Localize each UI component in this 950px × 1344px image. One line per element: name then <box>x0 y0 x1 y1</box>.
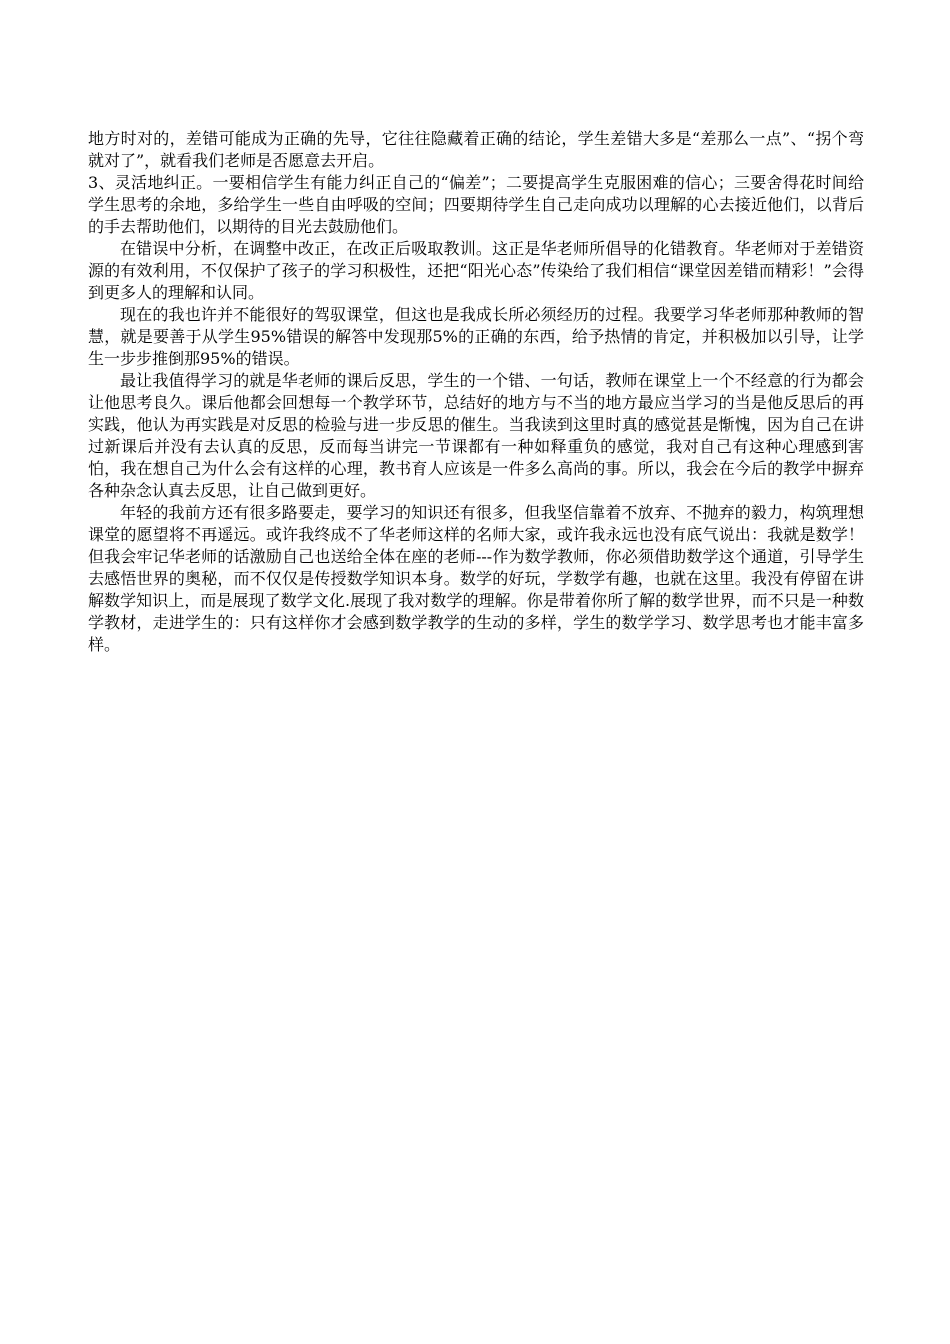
paragraph-conclusion: 年轻的我前方还有很多路要走，要学习的知识还有很多，但我坚信靠着不放弃、不抛弃的毅力，构筑理想课堂的愿望将不再遥远。或许我终成不了华老师这样的名师大家，或许我永远也没有底气说出：我就是数学！但我会牢记华老师的话激励自己也送给全体在座的老师---作为数学教师，你必须借助数学这个通道，引导学生去感悟世界的奥秘，而不仅仅是传授数学知识本身。数学的好玩，学数学有趣，也就在这里。我没有停留在讲解数学知识上，而是展现了数学文化.展现了我对数学的理解。你是带着你所了解的数学世界，而不只是一种数学教材，走进学生的：只有这样你才会感到数学教学的生动的多样，学生的数学学习、数学思考也才能丰富多样。 <box>88 503 864 654</box>
paragraph-point-3: 3、灵活地纠正。一要相信学生有能力纠正自己的“偏差”；二要提高学生克服困难的信心；三要舍得花时间给学生思考的余地，多给学生一些自由呼吸的空间；四要期待学生自己走向成功以理解的心去接近他们，以背后的手去帮助他们，以期待的目光去鼓励他们。 <box>88 173 864 236</box>
paragraph-continuation: 地方时对的，差错可能成为正确的先导，它往往隐藏着正确的结论，学生差错大多是“差那么一点”、“拐个弯就对了”，就看我们老师是否愿意去开启。 <box>88 129 864 170</box>
paragraph-classroom-growth: 现在的我也许并不能很好的驾驭课堂，但这也是我成长所必须经历的过程。我要学习华老师那种教师的智慧，就是要善于从学生95%错误的解答中发现那5%的正确的东西，给予热情的肯定，并积极加以引导，让学生一步步推倒那95%的错误。 <box>88 305 864 368</box>
document-page <box>88 128 864 656</box>
paragraph-reflection: 最让我值得学习的就是华老师的课后反思，学生的一个错、一句话，教师在课堂上一个不经意的行为都会让他思考良久。课后他都会回想每一个教学环节，总结好的地方与不当的地方最应当学习的当是他反思后的再实践，他认为再实践是对反思的检验与进一步反思的催生。当我读到这里时真的感觉甚是惭愧，因为自己在讲过新课后并没有去认真的反思，反而每当讲完一节课都有一种如释重负的感觉，我对自己有这种心理感到害怕，我在想自己为什么会有这样的心理，教书育人应该是一件多么高尚的事。所以，我会在今后的教学中摒弃各种杂念认真去反思，让自己做到更好。 <box>88 371 864 500</box>
paragraph-error-education: 在错误中分析，在调整中改正，在改正后吸取教训。这正是华老师所倡导的化错教育。华老师对于差错资源的有效利用，不仅保护了孩子的学习积极性，还把“阳光心态”传染给了我们相信“课堂因差错而精彩！”会得到更多人的理解和认同。 <box>88 239 864 302</box>
